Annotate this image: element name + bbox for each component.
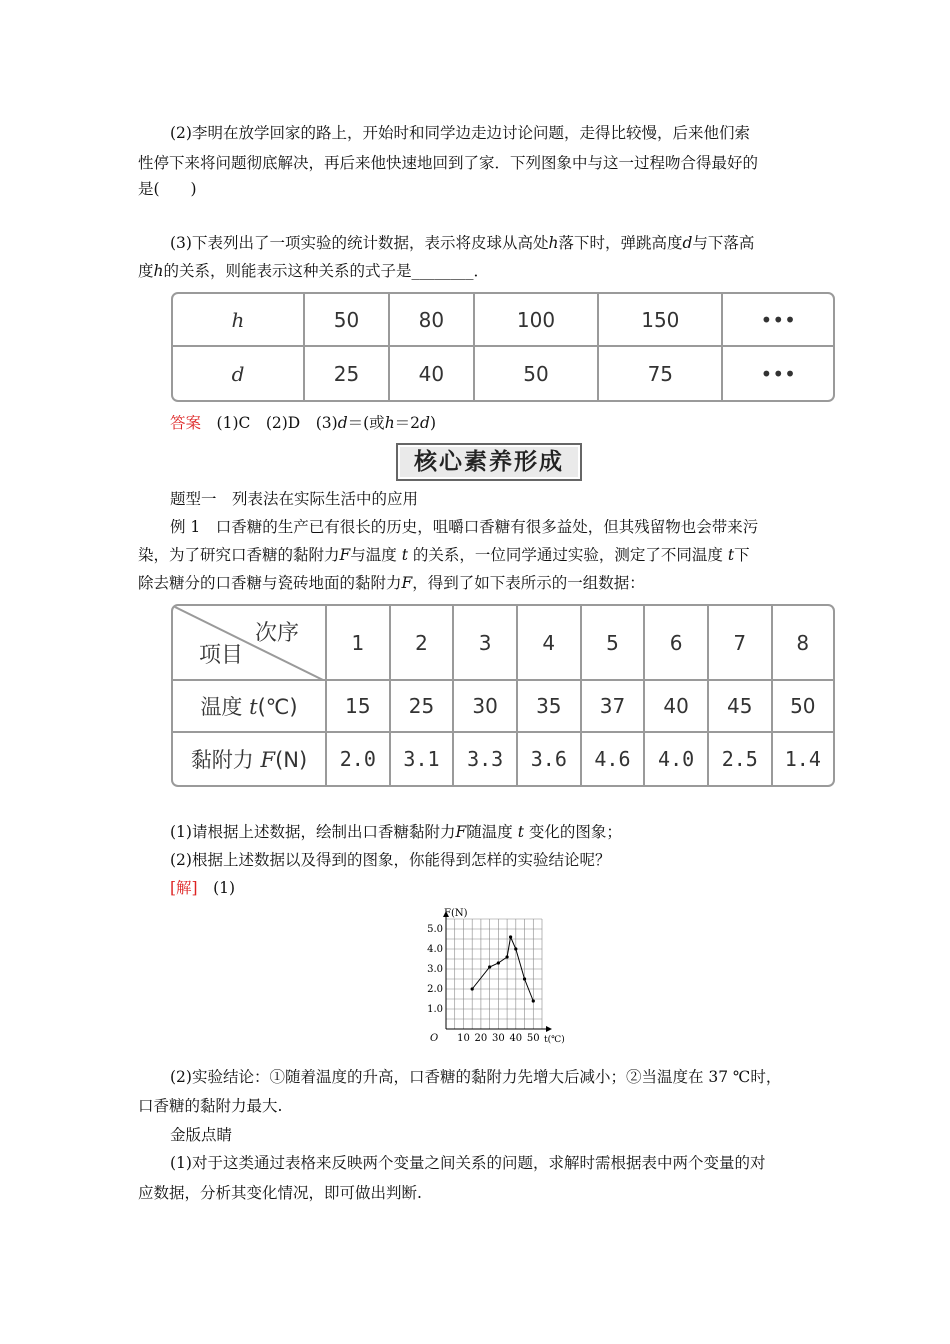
data-point xyxy=(509,935,512,938)
corner-diagonal xyxy=(173,606,325,681)
data-point xyxy=(523,977,526,980)
data-point xyxy=(532,999,535,1002)
topic-heading: 题型一 列表法在实际生活中的应用 xyxy=(170,490,419,508)
table-cell: 37 xyxy=(582,681,646,733)
table-cell: 8 xyxy=(773,606,833,681)
table-cell: 2.5 xyxy=(709,733,773,785)
table-cell: 75 xyxy=(599,347,723,400)
table-cell: 50 xyxy=(305,294,390,347)
row-label-force: 黏附力 F(N) xyxy=(173,733,327,785)
height-table xyxy=(171,292,835,402)
q2-line2: 性停下来将问题彻底解决，再后来他快速地回到了家．下列图象中与这一过程吻合得最好的 xyxy=(138,154,759,172)
corner-bottom-label: 项目 xyxy=(199,643,244,668)
x-axis-label: t(℃) xyxy=(544,1035,565,1045)
table-cell: ••• xyxy=(723,294,833,347)
table-cell: 25 xyxy=(305,347,390,400)
tip-title: 金版点睛 xyxy=(170,1126,233,1144)
y-tick-label: 2.0 xyxy=(427,984,443,995)
example-line1: 例 1 口香糖的生产已有很长的历史，咀嚼口香糖有很多益处，但其残留物也会带来污 xyxy=(170,518,759,536)
table-cell: 150 xyxy=(599,294,723,347)
table-cell: 40 xyxy=(390,347,475,400)
origin-label: O xyxy=(430,1033,439,1044)
q2-line3: 是( ) xyxy=(138,180,197,198)
sub-question-1: (1)请根据上述数据，绘制出口香糖黏附力F随温度 t 变化的图象； xyxy=(170,823,622,841)
corner-cell xyxy=(173,606,327,681)
solution-label: [解] xyxy=(170,879,198,897)
table-cell: 35 xyxy=(518,681,582,733)
data-point xyxy=(514,947,517,950)
solution-line: [解] (1) xyxy=(170,879,236,897)
data-point xyxy=(488,965,491,968)
table-cell: 15 xyxy=(327,681,391,733)
table-cell: 4.0 xyxy=(645,733,709,785)
table-row xyxy=(173,681,833,733)
table-cell: 3 xyxy=(454,606,518,681)
y-tick-label: 1.0 xyxy=(427,1004,443,1015)
table-cell: 7 xyxy=(709,606,773,681)
table-cell: 6 xyxy=(645,606,709,681)
row-label-d: d xyxy=(173,347,305,400)
section-banner: 核心素养形成 xyxy=(396,443,582,481)
adhesion-table xyxy=(171,604,835,787)
conclusion-line2: 口香糖的黏附力最大. xyxy=(138,1097,283,1115)
table-cell: 50 xyxy=(773,681,833,733)
table-row xyxy=(173,294,833,347)
answer-line: 答案 (1)C (2)D (3)d＝(或h＝2d) xyxy=(170,414,437,432)
table-cell: 40 xyxy=(645,681,709,733)
x-axis-arrow xyxy=(546,1026,552,1032)
x-tick-label: 50 xyxy=(526,1033,540,1044)
sub-question-2: (2)根据上述数据以及得到的图象，你能得到怎样的实验结论呢？ xyxy=(170,851,611,869)
table-cell: 3.1 xyxy=(391,733,455,785)
table-row xyxy=(173,347,833,400)
x-tick-label: 30 xyxy=(491,1033,505,1044)
y-tick-label: 5.0 xyxy=(427,924,443,935)
q2-line1: (2)李明在放学回家的路上，开始时和同学边走边讨论问题，走得比较慢，后来他们索 xyxy=(170,124,750,142)
table-cell: 50 xyxy=(475,347,599,400)
adhesion-chart xyxy=(416,906,580,1048)
table-cell: 80 xyxy=(390,294,475,347)
x-tick-label: 20 xyxy=(474,1033,488,1044)
q3-line2: 度h的关系，则能表示这种关系的式子是________． xyxy=(138,262,490,280)
table-cell: 5 xyxy=(582,606,646,681)
table-row xyxy=(173,733,833,785)
table-cell: 45 xyxy=(709,681,773,733)
table-cell: 2 xyxy=(391,606,455,681)
table-cell: 1 xyxy=(327,606,391,681)
table-cell: 25 xyxy=(391,681,455,733)
data-point xyxy=(497,961,500,964)
table-cell: 3.6 xyxy=(518,733,582,785)
table-row xyxy=(173,606,833,681)
table-cell: 100 xyxy=(475,294,599,347)
answer-label: 答案 xyxy=(170,414,202,432)
y-axis-label: F(N) xyxy=(444,908,468,919)
table-cell: 3.3 xyxy=(454,733,518,785)
x-tick-label: 10 xyxy=(457,1033,470,1044)
y-tick-label: 3.0 xyxy=(427,964,443,975)
x-tick-label: 40 xyxy=(509,1033,523,1044)
table-cell: 4.6 xyxy=(582,733,646,785)
data-point xyxy=(471,987,474,990)
row-label-temp: 温度 t(℃) xyxy=(173,681,327,733)
table-cell: 1.4 xyxy=(784,747,821,771)
example-line3: 除去糖分的口香糖与瓷砖地面的黏附力F，得到了如下表所示的一组数据： xyxy=(138,574,645,592)
corner-top-label: 次序 xyxy=(254,621,299,646)
row-label-h: h xyxy=(173,294,305,347)
y-tick-label: 4.0 xyxy=(427,944,443,955)
tip-line1: (1)对于这类通过表格来反映两个变量之间关系的问题，求解时需根据表中两个变量的对 xyxy=(170,1154,766,1172)
table-cell: ••• xyxy=(760,361,796,386)
conclusion-line1: (2)实验结论：①随着温度的升高，口香糖的黏附力先增大后减小；②当温度在 37 ℃时， xyxy=(170,1068,782,1086)
table-cell: 4 xyxy=(518,606,582,681)
example-line2: 染，为了研究口香糖的黏附力F与温度 t 的关系，一位同学通过实验，测定了不同温度 t下 xyxy=(138,546,750,564)
tip-line2: 应数据，分析其变化情况，即可做出判断. xyxy=(138,1184,422,1202)
data-point xyxy=(505,955,508,958)
table-cell: 30 xyxy=(454,681,518,733)
table-cell: 2.0 xyxy=(327,733,391,785)
q3-line1: (3)下表列出了一项实验的统计数据，表示将皮球从高处h落下时，弹跳高度d与下落高 xyxy=(170,234,755,252)
